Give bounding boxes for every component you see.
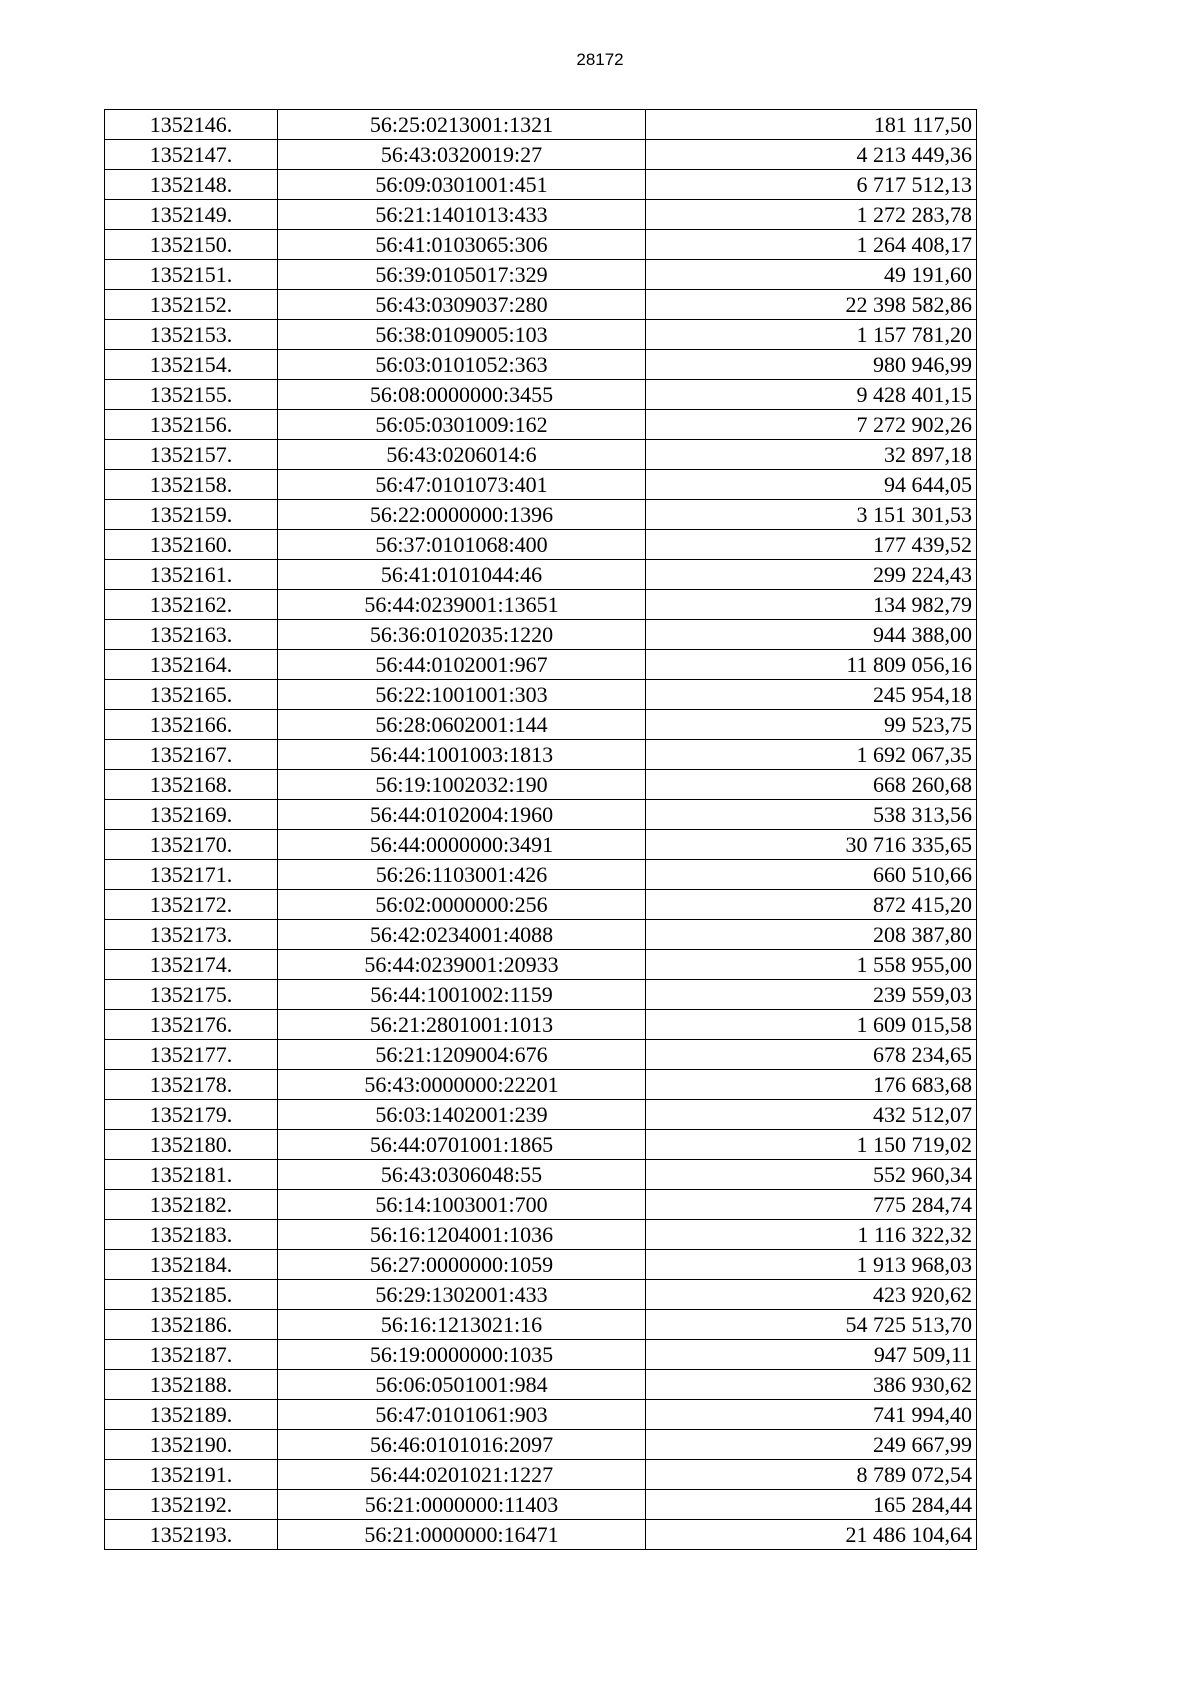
cadastral-number-cell: 56:21:1401013:433 — [278, 200, 646, 230]
row-number-cell: 1352161. — [105, 560, 278, 590]
row-number-cell: 1352157. — [105, 440, 278, 470]
row-number-cell: 1352185. — [105, 1280, 278, 1310]
cadastral-number-cell: 56:37:0101068:400 — [278, 530, 646, 560]
table-row — [105, 740, 977, 770]
row-number-cell: 1352177. — [105, 1040, 278, 1070]
cadastral-value-cell: 741 994,40 — [646, 1400, 977, 1430]
table-row — [105, 410, 977, 440]
cadastral-value-cell: 1 150 719,02 — [646, 1130, 977, 1160]
cadastral-number-cell: 56:43:0309037:280 — [278, 290, 646, 320]
cadastral-value-cell: 4 213 449,36 — [646, 140, 977, 170]
cadastral-number-cell: 56:44:0239001:13651 — [278, 590, 646, 620]
table-row — [105, 920, 977, 950]
cadastral-number-cell: 56:19:0000000:1035 — [278, 1340, 646, 1370]
cadastral-number-cell: 56:06:0501001:984 — [278, 1370, 646, 1400]
table-row — [105, 1310, 977, 1340]
cadastral-value-cell: 1 692 067,35 — [646, 740, 977, 770]
cadastral-number-cell: 56:44:0000000:3491 — [278, 830, 646, 860]
row-number-cell: 1352184. — [105, 1250, 278, 1280]
table-row — [105, 650, 977, 680]
table-row — [105, 560, 977, 590]
cadastral-value-cell: 9 428 401,15 — [646, 380, 977, 410]
cadastral-number-cell: 56:22:1001001:303 — [278, 680, 646, 710]
cadastral-value-cell: 177 439,52 — [646, 530, 977, 560]
cadastral-value-cell: 1 913 968,03 — [646, 1250, 977, 1280]
cadastral-value-cell: 99 523,75 — [646, 710, 977, 740]
table-body — [105, 110, 977, 1550]
cadastral-value-cell: 7 272 902,26 — [646, 410, 977, 440]
table-row — [105, 440, 977, 470]
table-row — [105, 230, 977, 260]
cadastral-number-cell: 56:36:0102035:1220 — [278, 620, 646, 650]
table-row — [105, 890, 977, 920]
cadastral-value-cell: 22 398 582,86 — [646, 290, 977, 320]
row-number-cell: 1352160. — [105, 530, 278, 560]
cadastral-number-cell: 56:41:0101044:46 — [278, 560, 646, 590]
table-row — [105, 1250, 977, 1280]
cadastral-number-cell: 56:16:1204001:1036 — [278, 1220, 646, 1250]
row-number-cell: 1352159. — [105, 500, 278, 530]
table-row — [105, 1370, 977, 1400]
row-number-cell: 1352173. — [105, 920, 278, 950]
cadastral-value-cell: 1 116 322,32 — [646, 1220, 977, 1250]
row-number-cell: 1352164. — [105, 650, 278, 680]
table-row — [105, 1160, 977, 1190]
cadastral-number-cell: 56:44:0102001:967 — [278, 650, 646, 680]
row-number-cell: 1352182. — [105, 1190, 278, 1220]
cadastral-value-cell: 1 157 781,20 — [646, 320, 977, 350]
table-row — [105, 710, 977, 740]
table-row — [105, 1220, 977, 1250]
table-row — [105, 950, 977, 980]
cadastral-value-cell: 134 982,79 — [646, 590, 977, 620]
cadastral-number-cell: 56:14:1003001:700 — [278, 1190, 646, 1220]
row-number-cell: 1352169. — [105, 800, 278, 830]
row-number-cell: 1352150. — [105, 230, 278, 260]
cadastral-number-cell: 56:21:1209004:676 — [278, 1040, 646, 1070]
table-row — [105, 980, 977, 1010]
row-number-cell: 1352181. — [105, 1160, 278, 1190]
cadastral-value-cell: 678 234,65 — [646, 1040, 977, 1070]
table-row — [105, 1430, 977, 1460]
row-number-cell: 1352163. — [105, 620, 278, 650]
table-row — [105, 1280, 977, 1310]
row-number-cell: 1352172. — [105, 890, 278, 920]
cadastral-number-cell: 56:22:0000000:1396 — [278, 500, 646, 530]
cadastral-number-cell: 56:28:0602001:144 — [278, 710, 646, 740]
page-number: 28172 — [576, 50, 624, 69]
cadastral-number-cell: 56:25:0213001:1321 — [278, 110, 646, 140]
row-number-cell: 1352165. — [105, 680, 278, 710]
table-row — [105, 620, 977, 650]
row-number-cell: 1352179. — [105, 1100, 278, 1130]
cadastral-number-cell: 56:05:0301009:162 — [278, 410, 646, 440]
row-number-cell: 1352152. — [105, 290, 278, 320]
table-row — [105, 1010, 977, 1040]
cadastral-value-cell: 1 264 408,17 — [646, 230, 977, 260]
row-number-cell: 1352171. — [105, 860, 278, 890]
table-row — [105, 680, 977, 710]
cadastral-value-cell: 1 272 283,78 — [646, 200, 977, 230]
cadastral-number-cell: 56:09:0301001:451 — [278, 170, 646, 200]
cadastral-number-cell: 56:19:1002032:190 — [278, 770, 646, 800]
cadastral-value-cell: 552 960,34 — [646, 1160, 977, 1190]
table-row — [105, 500, 977, 530]
cadastral-value-cell: 21 486 104,64 — [646, 1520, 977, 1550]
cadastral-value-cell: 660 510,66 — [646, 860, 977, 890]
cadastral-value-cell: 54 725 513,70 — [646, 1310, 977, 1340]
row-number-cell: 1352149. — [105, 200, 278, 230]
row-number-cell: 1352162. — [105, 590, 278, 620]
cadastral-value-cell: 775 284,74 — [646, 1190, 977, 1220]
cadastral-number-cell: 56:43:0306048:55 — [278, 1160, 646, 1190]
row-number-cell: 1352146. — [105, 110, 278, 140]
row-number-cell: 1352178. — [105, 1070, 278, 1100]
table-row — [105, 1490, 977, 1520]
cadastral-number-cell: 56:21:0000000:11403 — [278, 1490, 646, 1520]
cadastral-number-cell: 56:42:0234001:4088 — [278, 920, 646, 950]
cadastral-number-cell: 56:21:2801001:1013 — [278, 1010, 646, 1040]
cadastral-value-cell: 1 558 955,00 — [646, 950, 977, 980]
row-number-cell: 1352176. — [105, 1010, 278, 1040]
table-row — [105, 470, 977, 500]
row-number-cell: 1352192. — [105, 1490, 278, 1520]
table-row — [105, 290, 977, 320]
cadastral-value-cell: 32 897,18 — [646, 440, 977, 470]
table-row — [105, 320, 977, 350]
table-row — [105, 1400, 977, 1430]
cadastral-number-cell: 56:21:0000000:16471 — [278, 1520, 646, 1550]
row-number-cell: 1352147. — [105, 140, 278, 170]
table-row — [105, 830, 977, 860]
cadastral-value-cell: 94 644,05 — [646, 470, 977, 500]
row-number-cell: 1352191. — [105, 1460, 278, 1490]
table-row — [105, 1520, 977, 1550]
cadastral-value-cell: 181 117,50 — [646, 110, 977, 140]
cadastral-value-cell: 980 946,99 — [646, 350, 977, 380]
cadastral-number-cell: 56:03:1402001:239 — [278, 1100, 646, 1130]
table-row — [105, 1040, 977, 1070]
cadastral-value-cell: 423 920,62 — [646, 1280, 977, 1310]
row-number-cell: 1352193. — [105, 1520, 278, 1550]
row-number-cell: 1352155. — [105, 380, 278, 410]
cadastral-value-cell: 872 415,20 — [646, 890, 977, 920]
cadastral-value-cell: 245 954,18 — [646, 680, 977, 710]
cadastral-number-cell: 56:47:0101061:903 — [278, 1400, 646, 1430]
cadastral-number-cell: 56:44:0102004:1960 — [278, 800, 646, 830]
cadastral-number-cell: 56:43:0320019:27 — [278, 140, 646, 170]
table-row — [105, 260, 977, 290]
row-number-cell: 1352166. — [105, 710, 278, 740]
cadastral-value-cell: 249 667,99 — [646, 1430, 977, 1460]
table-row — [105, 200, 977, 230]
cadastral-number-cell: 56:44:0701001:1865 — [278, 1130, 646, 1160]
table-row — [105, 800, 977, 830]
cadastral-value-cell: 6 717 512,13 — [646, 170, 977, 200]
table-row — [105, 170, 977, 200]
row-number-cell: 1352180. — [105, 1130, 278, 1160]
cadastral-number-cell: 56:26:1103001:426 — [278, 860, 646, 890]
cadastral-number-cell: 56:41:0103065:306 — [278, 230, 646, 260]
cadastral-number-cell: 56:44:1001003:1813 — [278, 740, 646, 770]
table-row — [105, 140, 977, 170]
cadastral-value-table — [104, 109, 977, 1550]
table-row — [105, 350, 977, 380]
cadastral-number-cell: 56:29:1302001:433 — [278, 1280, 646, 1310]
row-number-cell: 1352151. — [105, 260, 278, 290]
cadastral-value-cell: 299 224,43 — [646, 560, 977, 590]
cadastral-value-cell: 386 930,62 — [646, 1370, 977, 1400]
cadastral-number-cell: 56:44:0201021:1227 — [278, 1460, 646, 1490]
cadastral-number-cell: 56:46:0101016:2097 — [278, 1430, 646, 1460]
row-number-cell: 1352187. — [105, 1340, 278, 1370]
table-row — [105, 1340, 977, 1370]
table-row — [105, 590, 977, 620]
cadastral-number-cell: 56:43:0000000:22201 — [278, 1070, 646, 1100]
table-row — [105, 530, 977, 560]
cadastral-value-cell: 432 512,07 — [646, 1100, 977, 1130]
cadastral-value-cell: 165 284,44 — [646, 1490, 977, 1520]
cadastral-number-cell: 56:43:0206014:6 — [278, 440, 646, 470]
cadastral-number-cell: 56:44:1001002:1159 — [278, 980, 646, 1010]
cadastral-number-cell: 56:08:0000000:3455 — [278, 380, 646, 410]
cadastral-value-cell: 3 151 301,53 — [646, 500, 977, 530]
row-number-cell: 1352183. — [105, 1220, 278, 1250]
row-number-cell: 1352190. — [105, 1430, 278, 1460]
cadastral-value-cell: 239 559,03 — [646, 980, 977, 1010]
cadastral-number-cell: 56:02:0000000:256 — [278, 890, 646, 920]
cadastral-value-cell: 668 260,68 — [646, 770, 977, 800]
cadastral-value-cell: 947 509,11 — [646, 1340, 977, 1370]
cadastral-number-cell: 56:47:0101073:401 — [278, 470, 646, 500]
cadastral-number-cell: 56:39:0105017:329 — [278, 260, 646, 290]
cadastral-value-cell: 49 191,60 — [646, 260, 977, 290]
row-number-cell: 1352154. — [105, 350, 278, 380]
cadastral-value-cell: 208 387,80 — [646, 920, 977, 950]
row-number-cell: 1352175. — [105, 980, 278, 1010]
row-number-cell: 1352148. — [105, 170, 278, 200]
table-row — [105, 1190, 977, 1220]
table-row — [105, 1460, 977, 1490]
table-row — [105, 860, 977, 890]
row-number-cell: 1352170. — [105, 830, 278, 860]
row-number-cell: 1352168. — [105, 770, 278, 800]
cadastral-value-cell: 30 716 335,65 — [646, 830, 977, 860]
row-number-cell: 1352188. — [105, 1370, 278, 1400]
cadastral-number-cell: 56:38:0109005:103 — [278, 320, 646, 350]
cadastral-number-cell: 56:16:1213021:16 — [278, 1310, 646, 1340]
cadastral-number-cell: 56:03:0101052:363 — [278, 350, 646, 380]
cadastral-value-cell: 944 388,00 — [646, 620, 977, 650]
row-number-cell: 1352189. — [105, 1400, 278, 1430]
cadastral-number-cell: 56:44:0239001:20933 — [278, 950, 646, 980]
cadastral-value-cell: 11 809 056,16 — [646, 650, 977, 680]
row-number-cell: 1352186. — [105, 1310, 278, 1340]
table-row — [105, 110, 977, 140]
table-row — [105, 380, 977, 410]
row-number-cell: 1352167. — [105, 740, 278, 770]
table-row — [105, 1100, 977, 1130]
row-number-cell: 1352158. — [105, 470, 278, 500]
cadastral-number-cell: 56:27:0000000:1059 — [278, 1250, 646, 1280]
cadastral-value-cell: 1 609 015,58 — [646, 1010, 977, 1040]
table-row — [105, 1070, 977, 1100]
cadastral-value-cell: 176 683,68 — [646, 1070, 977, 1100]
row-number-cell: 1352156. — [105, 410, 278, 440]
table-row — [105, 1130, 977, 1160]
row-number-cell: 1352153. — [105, 320, 278, 350]
row-number-cell: 1352174. — [105, 950, 278, 980]
cadastral-value-cell: 538 313,56 — [646, 800, 977, 830]
cadastral-value-cell: 8 789 072,54 — [646, 1460, 977, 1490]
table-row — [105, 770, 977, 800]
